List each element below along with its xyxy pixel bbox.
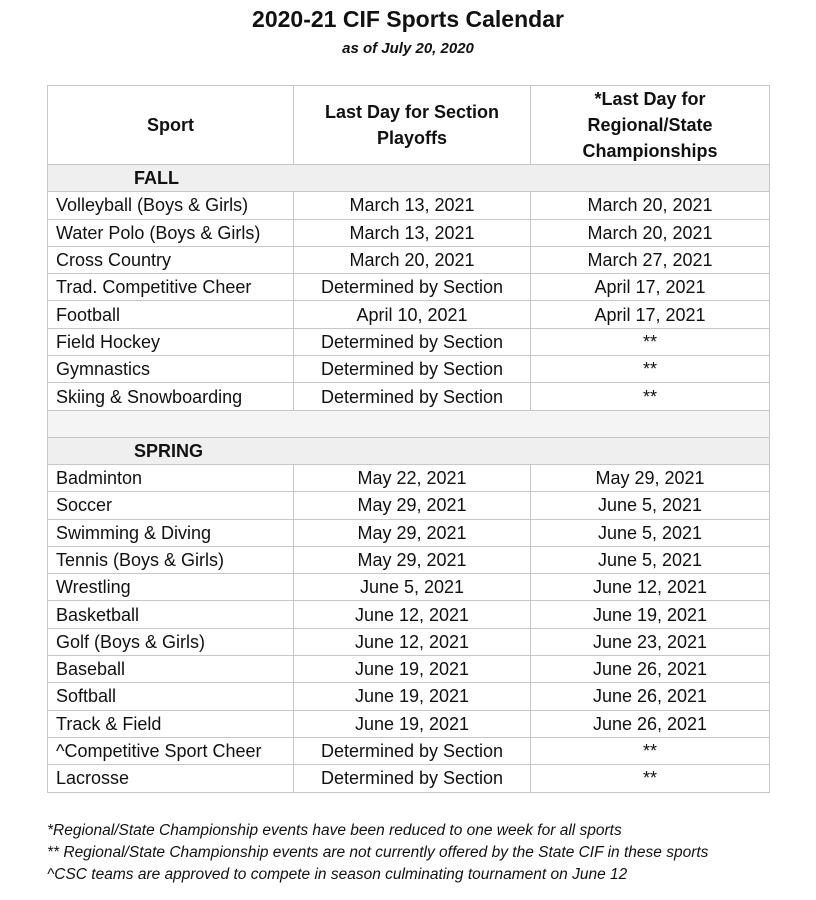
table-row xyxy=(48,656,770,683)
sport-cell: Skiing & Snowboarding xyxy=(48,383,294,410)
sport-cell: Football xyxy=(48,301,294,328)
sport-cell: ^Competitive Sport Cheer xyxy=(48,737,294,764)
table-row xyxy=(48,274,770,301)
regional-date-cell: June 5, 2021 xyxy=(531,519,770,546)
section-header-row xyxy=(48,437,770,464)
regional-date-cell: March 20, 2021 xyxy=(531,192,770,219)
footnote: ^CSC teams are approved to compete in season culminating tournament on June 12 xyxy=(47,866,628,883)
section-date-cell: May 22, 2021 xyxy=(294,464,531,491)
sport-cell: Cross Country xyxy=(48,246,294,273)
table-row xyxy=(48,356,770,383)
footnote: ** Regional/State Championship events are not currently offered by the State CIF in these sports xyxy=(47,844,709,861)
regional-date-cell: June 23, 2021 xyxy=(531,628,770,655)
regional-date-cell: March 20, 2021 xyxy=(531,219,770,246)
regional-date-cell: March 27, 2021 xyxy=(531,246,770,273)
sports-calendar-table xyxy=(47,85,770,793)
table-row xyxy=(48,574,770,601)
section-date-cell: Determined by Section xyxy=(294,737,531,764)
section-date-cell: Determined by Section xyxy=(294,356,531,383)
section-date-cell: June 19, 2021 xyxy=(294,710,531,737)
regional-date-cell: ** xyxy=(531,356,770,383)
regional-date-cell: June 12, 2021 xyxy=(531,574,770,601)
header-sport: Sport xyxy=(48,86,294,165)
footnote: *Regional/State Championship events have been reduced to one week for all sports xyxy=(47,822,622,839)
sport-cell: Water Polo (Boys & Girls) xyxy=(48,219,294,246)
table-row xyxy=(48,383,770,410)
sport-cell: Lacrosse xyxy=(48,765,294,792)
sport-cell: Track & Field xyxy=(48,710,294,737)
header-row xyxy=(48,86,770,165)
table-row xyxy=(48,192,770,219)
regional-date-cell: June 26, 2021 xyxy=(531,656,770,683)
regional-date-cell: May 29, 2021 xyxy=(531,464,770,491)
table-row xyxy=(48,492,770,519)
regional-date-cell: ** xyxy=(531,383,770,410)
sport-cell: Trad. Competitive Cheer xyxy=(48,274,294,301)
section-label: SPRING xyxy=(48,437,770,464)
sport-cell: Swimming & Diving xyxy=(48,519,294,546)
regional-date-cell: April 17, 2021 xyxy=(531,301,770,328)
header-section-playoffs: Last Day for Section Playoffs xyxy=(294,86,531,165)
footnotes xyxy=(47,820,708,886)
regional-date-cell: June 5, 2021 xyxy=(531,546,770,573)
section-date-cell: Determined by Section xyxy=(294,765,531,792)
regional-date-cell: June 19, 2021 xyxy=(531,601,770,628)
page-title: 2020-21 CIF Sports Calendar xyxy=(252,6,564,32)
section-date-cell: May 29, 2021 xyxy=(294,492,531,519)
section-date-cell: June 19, 2021 xyxy=(294,656,531,683)
section-date-cell: Determined by Section xyxy=(294,274,531,301)
regional-date-cell: ** xyxy=(531,328,770,355)
section-date-cell: May 29, 2021 xyxy=(294,519,531,546)
regional-date-cell: June 26, 2021 xyxy=(531,683,770,710)
page-subtitle: as of July 20, 2020 xyxy=(342,40,474,57)
table-row xyxy=(48,464,770,491)
section-date-cell: March 13, 2021 xyxy=(294,219,531,246)
table-row xyxy=(48,710,770,737)
sport-cell: Baseball xyxy=(48,656,294,683)
table-row xyxy=(48,219,770,246)
sport-cell: Basketball xyxy=(48,601,294,628)
table-row xyxy=(48,601,770,628)
section-date-cell: June 12, 2021 xyxy=(294,628,531,655)
header-regional-state: *Last Day for Regional/State Championships xyxy=(531,86,770,165)
table-row xyxy=(48,737,770,764)
table-row xyxy=(48,765,770,792)
section-date-cell: March 20, 2021 xyxy=(294,246,531,273)
sport-cell: Softball xyxy=(48,683,294,710)
regional-date-cell: June 26, 2021 xyxy=(531,710,770,737)
table-row xyxy=(48,519,770,546)
regional-date-cell: ** xyxy=(531,765,770,792)
table-body xyxy=(48,165,770,793)
section-date-cell: June 19, 2021 xyxy=(294,683,531,710)
regional-date-cell: ** xyxy=(531,737,770,764)
table-row xyxy=(48,301,770,328)
spacer-row xyxy=(48,410,770,437)
sport-cell: Golf (Boys & Girls) xyxy=(48,628,294,655)
regional-date-cell: April 17, 2021 xyxy=(531,274,770,301)
sport-cell: Tennis (Boys & Girls) xyxy=(48,546,294,573)
section-label: FALL xyxy=(48,165,770,192)
sport-cell: Badminton xyxy=(48,464,294,491)
section-date-cell: Determined by Section xyxy=(294,383,531,410)
section-date-cell: April 10, 2021 xyxy=(294,301,531,328)
sport-cell: Field Hockey xyxy=(48,328,294,355)
section-date-cell: May 29, 2021 xyxy=(294,546,531,573)
sport-cell: Soccer xyxy=(48,492,294,519)
table-row xyxy=(48,628,770,655)
section-date-cell: March 13, 2021 xyxy=(294,192,531,219)
sport-cell: Volleyball (Boys & Girls) xyxy=(48,192,294,219)
sport-cell: Wrestling xyxy=(48,574,294,601)
regional-date-cell: June 5, 2021 xyxy=(531,492,770,519)
section-header-row xyxy=(48,165,770,192)
section-date-cell: June 12, 2021 xyxy=(294,601,531,628)
sport-cell: Gymnastics xyxy=(48,356,294,383)
section-date-cell: Determined by Section xyxy=(294,328,531,355)
table-row xyxy=(48,328,770,355)
table-row xyxy=(48,683,770,710)
section-date-cell: June 5, 2021 xyxy=(294,574,531,601)
table-row xyxy=(48,546,770,573)
table-row xyxy=(48,246,770,273)
spacer-cell xyxy=(48,410,770,437)
